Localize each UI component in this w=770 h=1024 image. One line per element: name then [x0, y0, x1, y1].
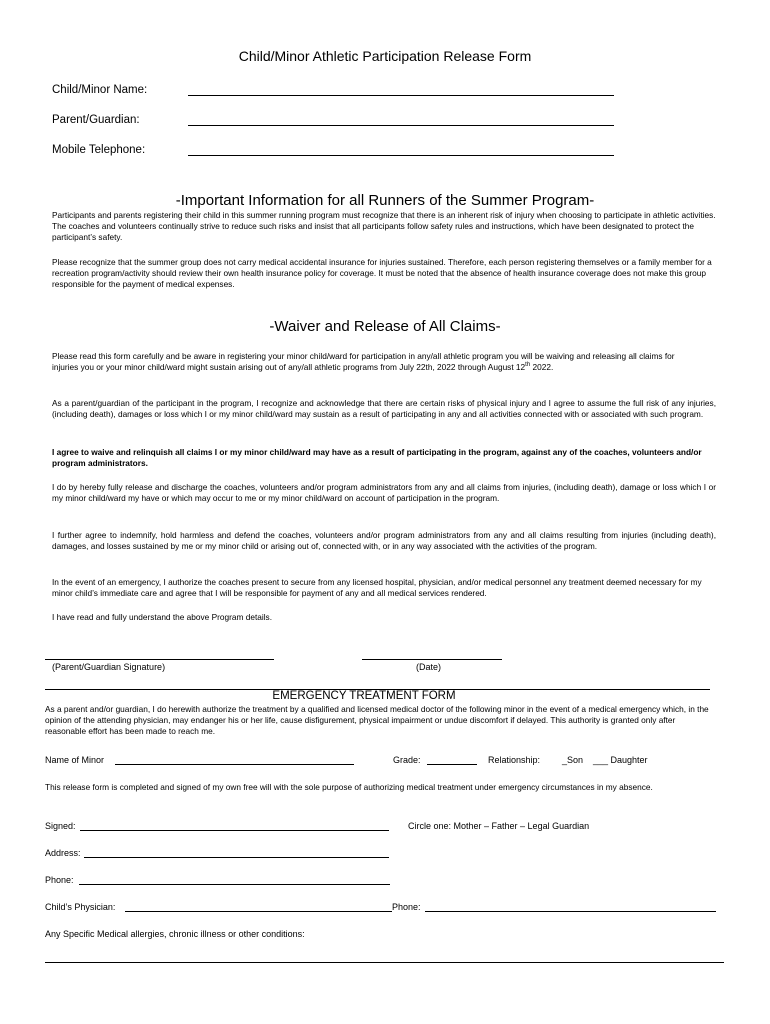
waiver-paragraph-6: In the event of an emergency, I authorize the coaches present to secure from any licensed hospital, physician, and/or medical personnel any treatment deemed necessary for my minor child’s immediate care and agree that I will be responsible for payment of any and all medical services rendered.	[52, 577, 702, 598]
address-label: Address:	[45, 848, 81, 858]
emergency-paragraph-1: As a parent and/or guardian, I do herewith authorize the treatment by a qualified and licensed medical doctor of the following minor in the event of a medical emergency which, in the opinion of the attending physician, may endanger his or her life, cause disfigurement, physical impairment or undue discomfort if delayed. This authority is granted only after reasonable effort has been made to reach me.	[45, 704, 709, 736]
parent-signature-line[interactable]	[45, 659, 274, 660]
info-paragraph-2: Please recognize that the summer group does not carry medical accidental insurance for injuries sustained. Therefore, each person registering themselves or a family member for a recreation program/activity should review their own health insurance policy for coverage. It must be noted that the absence of health insurance coverage does not make this group responsible for the payment of medical expenses.	[52, 257, 712, 289]
physician-field[interactable]	[125, 911, 392, 912]
grade-field[interactable]	[427, 764, 477, 765]
address-field[interactable]	[84, 857, 389, 858]
mobile-telephone-label: Mobile Telephone:	[52, 144, 146, 156]
relationship-label: Relationship:	[488, 755, 541, 765]
grade-label: Grade:	[393, 755, 421, 765]
allergies-field[interactable]	[45, 962, 724, 963]
physician-label: Child’s Physician:	[45, 902, 116, 912]
daughter-option[interactable]: ___ Daughter	[593, 755, 648, 765]
mobile-telephone-field[interactable]	[188, 155, 614, 156]
emergency-paragraph-2: This release form is completed and signed of my own free will with the sole purpose of authorizing medical treatment under emergency circumstances in my absence.	[45, 782, 653, 792]
child-name-field[interactable]	[188, 95, 614, 96]
waiver-heading: -Waiver and Release of All Claims-	[269, 318, 501, 335]
parent-signature-label: (Parent/Guardian Signature)	[52, 662, 166, 672]
name-of-minor-field[interactable]	[115, 764, 354, 765]
waiver-paragraph-2: As a parent/guardian of the participant in the program, I recognize and acknowledge that there are certain risks of physical injury and I agree to assume the full risk of any injuries, (including death), damages or loss which I or my minor child/ward may sustain as a result of participating in any and all activities connected with or associated with such program.	[52, 398, 716, 419]
name-of-minor-label: Name of Minor	[45, 755, 105, 765]
form-title: Child/Minor Athletic Participation Release Form	[238, 48, 532, 64]
waiver-paragraph-1-end: 2022.	[530, 362, 554, 372]
phone-label: Phone:	[45, 875, 74, 885]
phone-field[interactable]	[79, 884, 390, 885]
parent-guardian-field[interactable]	[188, 125, 614, 126]
info-heading: -Important Information for all Runners of the Summer Program-	[175, 192, 595, 209]
son-option[interactable]: _Son	[562, 755, 584, 765]
allergies-label: Any Specific Medical allergies, chronic illness or other conditions:	[45, 929, 305, 939]
waiver-paragraph-4: I do by hereby fully release and discharge the coaches, volunteers and/or program administrators from any and all claims from injuries, (including death), damage or loss which I or my minor child/ward my have or which may occur to me or my minor child/ward on account of participation in the program.	[52, 482, 716, 503]
emergency-heading: EMERGENCY TREATMENT FORM	[272, 690, 456, 702]
signed-field[interactable]	[80, 830, 389, 831]
physician-phone-field[interactable]	[425, 911, 716, 912]
signed-label: Signed:	[45, 821, 76, 831]
child-name-label: Child/Minor Name:	[52, 84, 148, 96]
parent-guardian-label: Parent/Guardian:	[52, 114, 140, 126]
circle-one-label: Circle one: Mother – Father – Legal Guardian	[408, 821, 590, 831]
waiver-paragraph-3: I agree to waive and relinquish all claims I or my minor child/ward may have as a result of participating in the program, against any of the coaches, volunteers and/or program administrators.	[52, 447, 702, 468]
waiver-paragraph-7: I have read and fully understand the above Program details.	[52, 612, 273, 622]
waiver-paragraph-1-sup: th	[525, 362, 531, 369]
waiver-paragraph-1	[52, 351, 702, 373]
date-label: (Date)	[416, 662, 442, 672]
waiver-paragraph-1-main: Please read this form carefully and be aware in registering your minor child/ward for participation in any/all athletic program you will be waiving and releasing all claims for injuries you or your minor child/ward might sustain arising out of any/all athletic programs from July 22th, 2022 through August 12	[52, 351, 675, 372]
physician-phone-label: Phone:	[392, 902, 421, 912]
waiver-paragraph-5: I further agree to indemnify, hold harmless and defend the coaches, volunteers and/or program administrators from any and all claims resulting from injuries (including death), damages, and losses sustained by me or my minor child or arising out of, connected with, or in any way associated with the activities of the program.	[52, 530, 716, 551]
info-paragraph-1: Participants and parents registering their child in this summer running program must recognize that there is an inherent risk of injury when choosing to participate in athletic activities. The coaches and volunteers continually strive to reduce such risks and insist that all participants follow safety rules and instructions, which have been designated to protect the participant’s safety.	[52, 210, 716, 242]
date-line[interactable]	[362, 659, 502, 660]
